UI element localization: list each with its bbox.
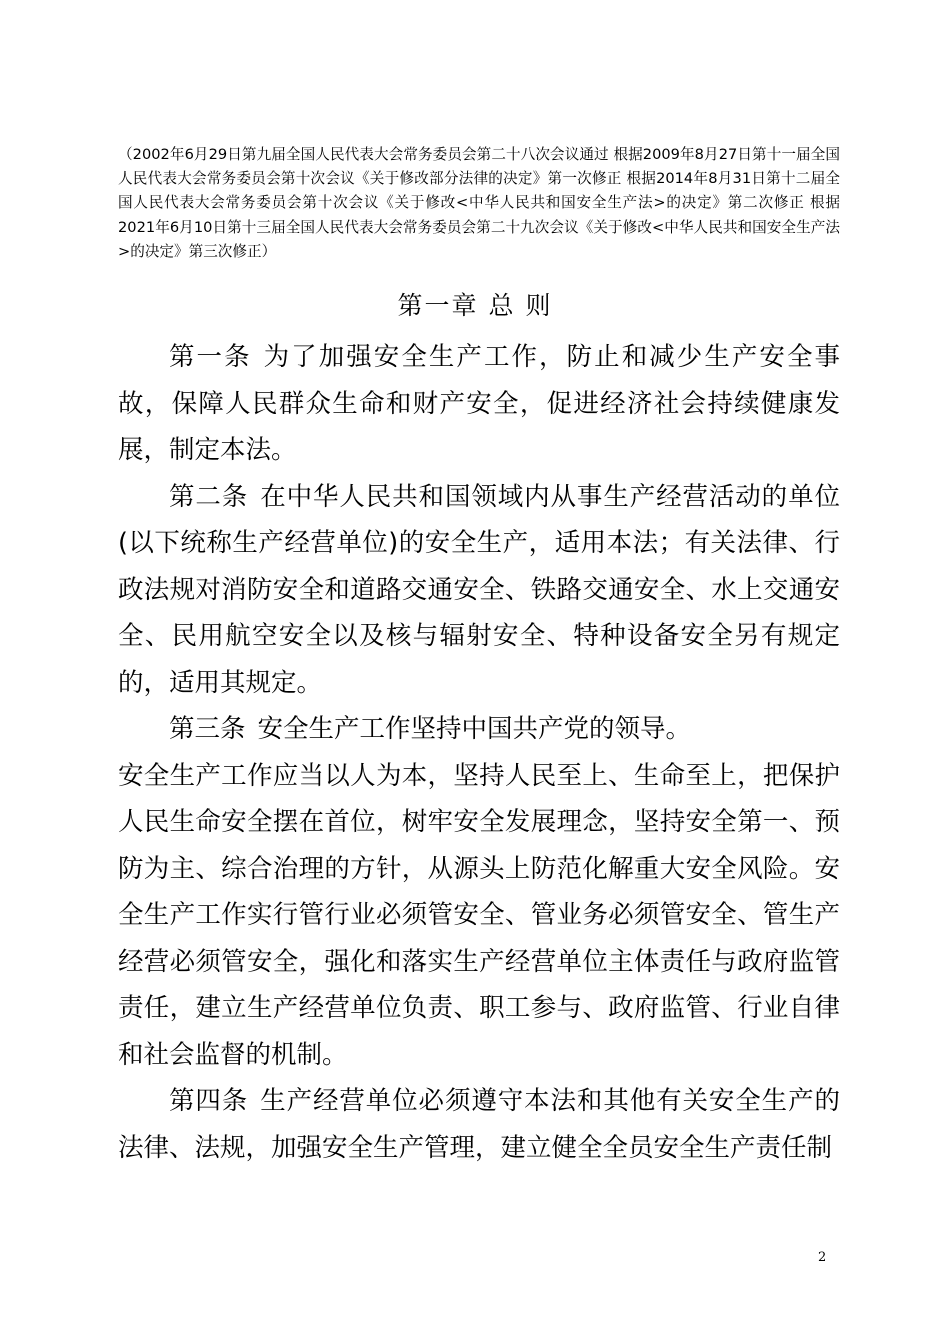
article-number: 第三条 bbox=[169, 714, 246, 744]
article-text: 在中华人民共和国领域内从事生产经营活动的单位(以下统称生产经营单位)的安全生产，适用本法；有关法律、行政法规对消防安全和道路交通安全、铁路交通安全、水上交通安全、民用航空安全以及核与辐射安全、特种设备安全另有规定的，适用其规定。 bbox=[118, 481, 840, 698]
article-3-continuation: 安全生产工作应当以人为本，坚持人民至上、生命至上，把保护人民生命安全摆在首位，树牢安全发展理念，坚持安全第一、预防为主、综合治理的方针，从源头上防范化解重大安全风险。安全生产工作实行管行业必须管安全、管业务必须管安全、管生产经营必须管安全，强化和落实生产经营单位主体责任与政府监管责任，建立生产经营单位负责、职工参与、政府监管、行业自律和社会监督的机制。 bbox=[118, 760, 840, 1070]
article-2 bbox=[118, 474, 840, 707]
chapter-body bbox=[118, 334, 840, 1171]
article-text: 安全生产工作坚持中国共产党的领导。 bbox=[257, 714, 692, 744]
page-number: 2 bbox=[818, 1250, 827, 1265]
article-4 bbox=[118, 1078, 840, 1171]
article-3 bbox=[118, 706, 840, 753]
article-number: 第一条 bbox=[169, 342, 252, 372]
article-1 bbox=[118, 334, 840, 474]
article-number: 第四条 bbox=[169, 1086, 249, 1116]
article-text: 生产经营单位必须遵守本法和其他有关安全生产的法律、法规，加强安全生产管理，建立健全全员安全生产责任制 bbox=[118, 1086, 840, 1163]
legislative-history-note: （2002年6月29日第九届全国人民代表大会常务委员会第二十八次会议通过 根据2009年8月27日第十一届全国人民代表大会常务委员会第十次会议《关于修改部分法律的决定》第一次修正 根据2014年8月31日第十二届全国人民代表大会常务委员会第十次会议《关于修改<中华人民共和国安全生产法>的决定》第二次修正 根据2021年6月10日第十三届全国人民代表大会常务委员会第二十九次会议《关于修改<中华人民共和国安全生产法>的决定》第三次修正） bbox=[118, 146, 840, 260]
article-text: 为了加强安全生产工作，防止和减少生产安全事故，保障人民群众生命和财产安全，促进经济社会持续健康发展，制定本法。 bbox=[118, 342, 840, 465]
article-number: 第二条 bbox=[169, 481, 249, 512]
chapter-title: 第一章 总 则 bbox=[397, 291, 553, 320]
